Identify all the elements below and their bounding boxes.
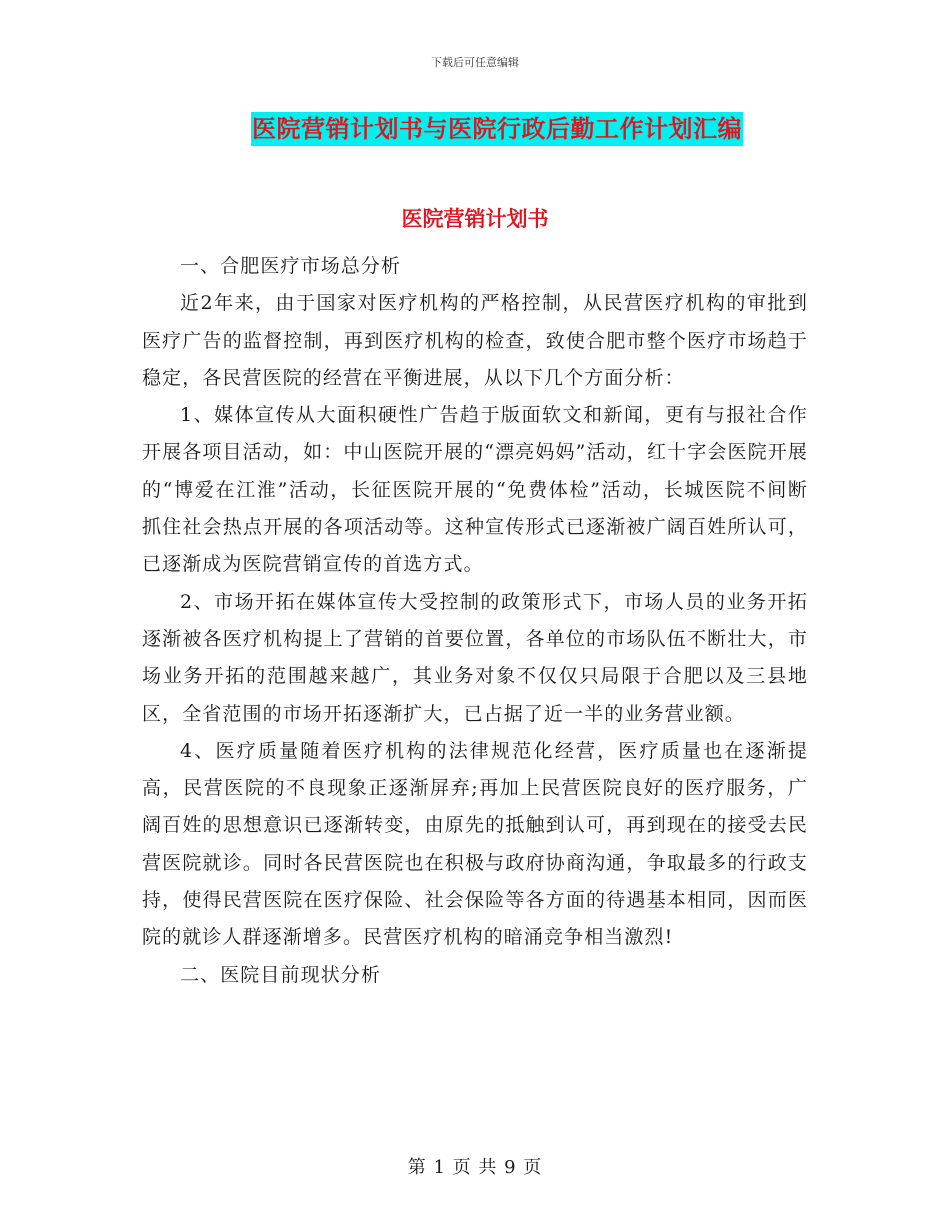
heading-market-analysis: 一、合肥医疗市场总分析 [180,255,402,277]
page-number: 第 1 页 共 9 页 [407,1157,543,1178]
paragraph-intro: 近2年来，由于国家对医疗机构的严格控制，从民营医疗机构的审批到医疗广告的监督控制，再到医疗机构的检查，致使合肥市整个医疗市场趋于稳定，各民营医院的经营在平衡进展，从以下几个方面分析： [142,292,808,389]
document-body [142,248,808,994]
paragraph-medical-quality: 4、医疗质量随着医疗机构的法律规范化经营，医疗质量也在逐渐提高，民营医院的不良现象正逐渐屏弃;再加上民营医院良好的医疗服务，广阔百姓的思想意识已逐渐转变，由原先的抵触到认可，再到现在的接受去民营医院就诊。同时各民营医院也在积极与政府协商沟通，争取最多的行政支持，使得民营医院在医疗保险、社会保险等各方面的待遇基本相同，因而医院的就诊人群逐渐增多。民营医疗机构的暗涌竞争相当激烈! [142,739,808,949]
section-title: 医院营销计划书 [401,206,549,231]
paragraph-market-development: 2、市场开拓在媒体宣传大受控制的政策形式下，市场人员的业务开拓逐渐被各医疗机构提上了营销的首要位置，各单位的市场队伍不断壮大，市场业务开拓的范围越来越广，其业务对象不仅仅只局限于合肥以及三县地区，全省范围的市场开拓逐渐扩大，已占据了近一半的业务营业额。 [142,590,808,725]
document-title: 医院营销计划书与医院行政后勤工作计划汇编 [251,112,743,146]
heading-current-status: 二、医院目前现状分析 [180,963,382,986]
document-title-wrapper [0,112,950,146]
paragraph-media-promotion: 1、媒体宣传从大面积硬性广告趋于版面软文和新闻，更有与报社合作开展各项目活动，如：中山医院开展的“漂亮妈妈”活动，红十字会医院开展的“博爱在江淮”活动，长征医院开展的“免费体检”活动，长城医院不间断抓住社会热点开展的各项活动等。这种宣传形式已逐渐被广阔百姓所认可，已逐渐成为医院营销宣传的首选方式。 [142,404,808,576]
download-note: 下载后可任意编辑 [431,56,519,69]
